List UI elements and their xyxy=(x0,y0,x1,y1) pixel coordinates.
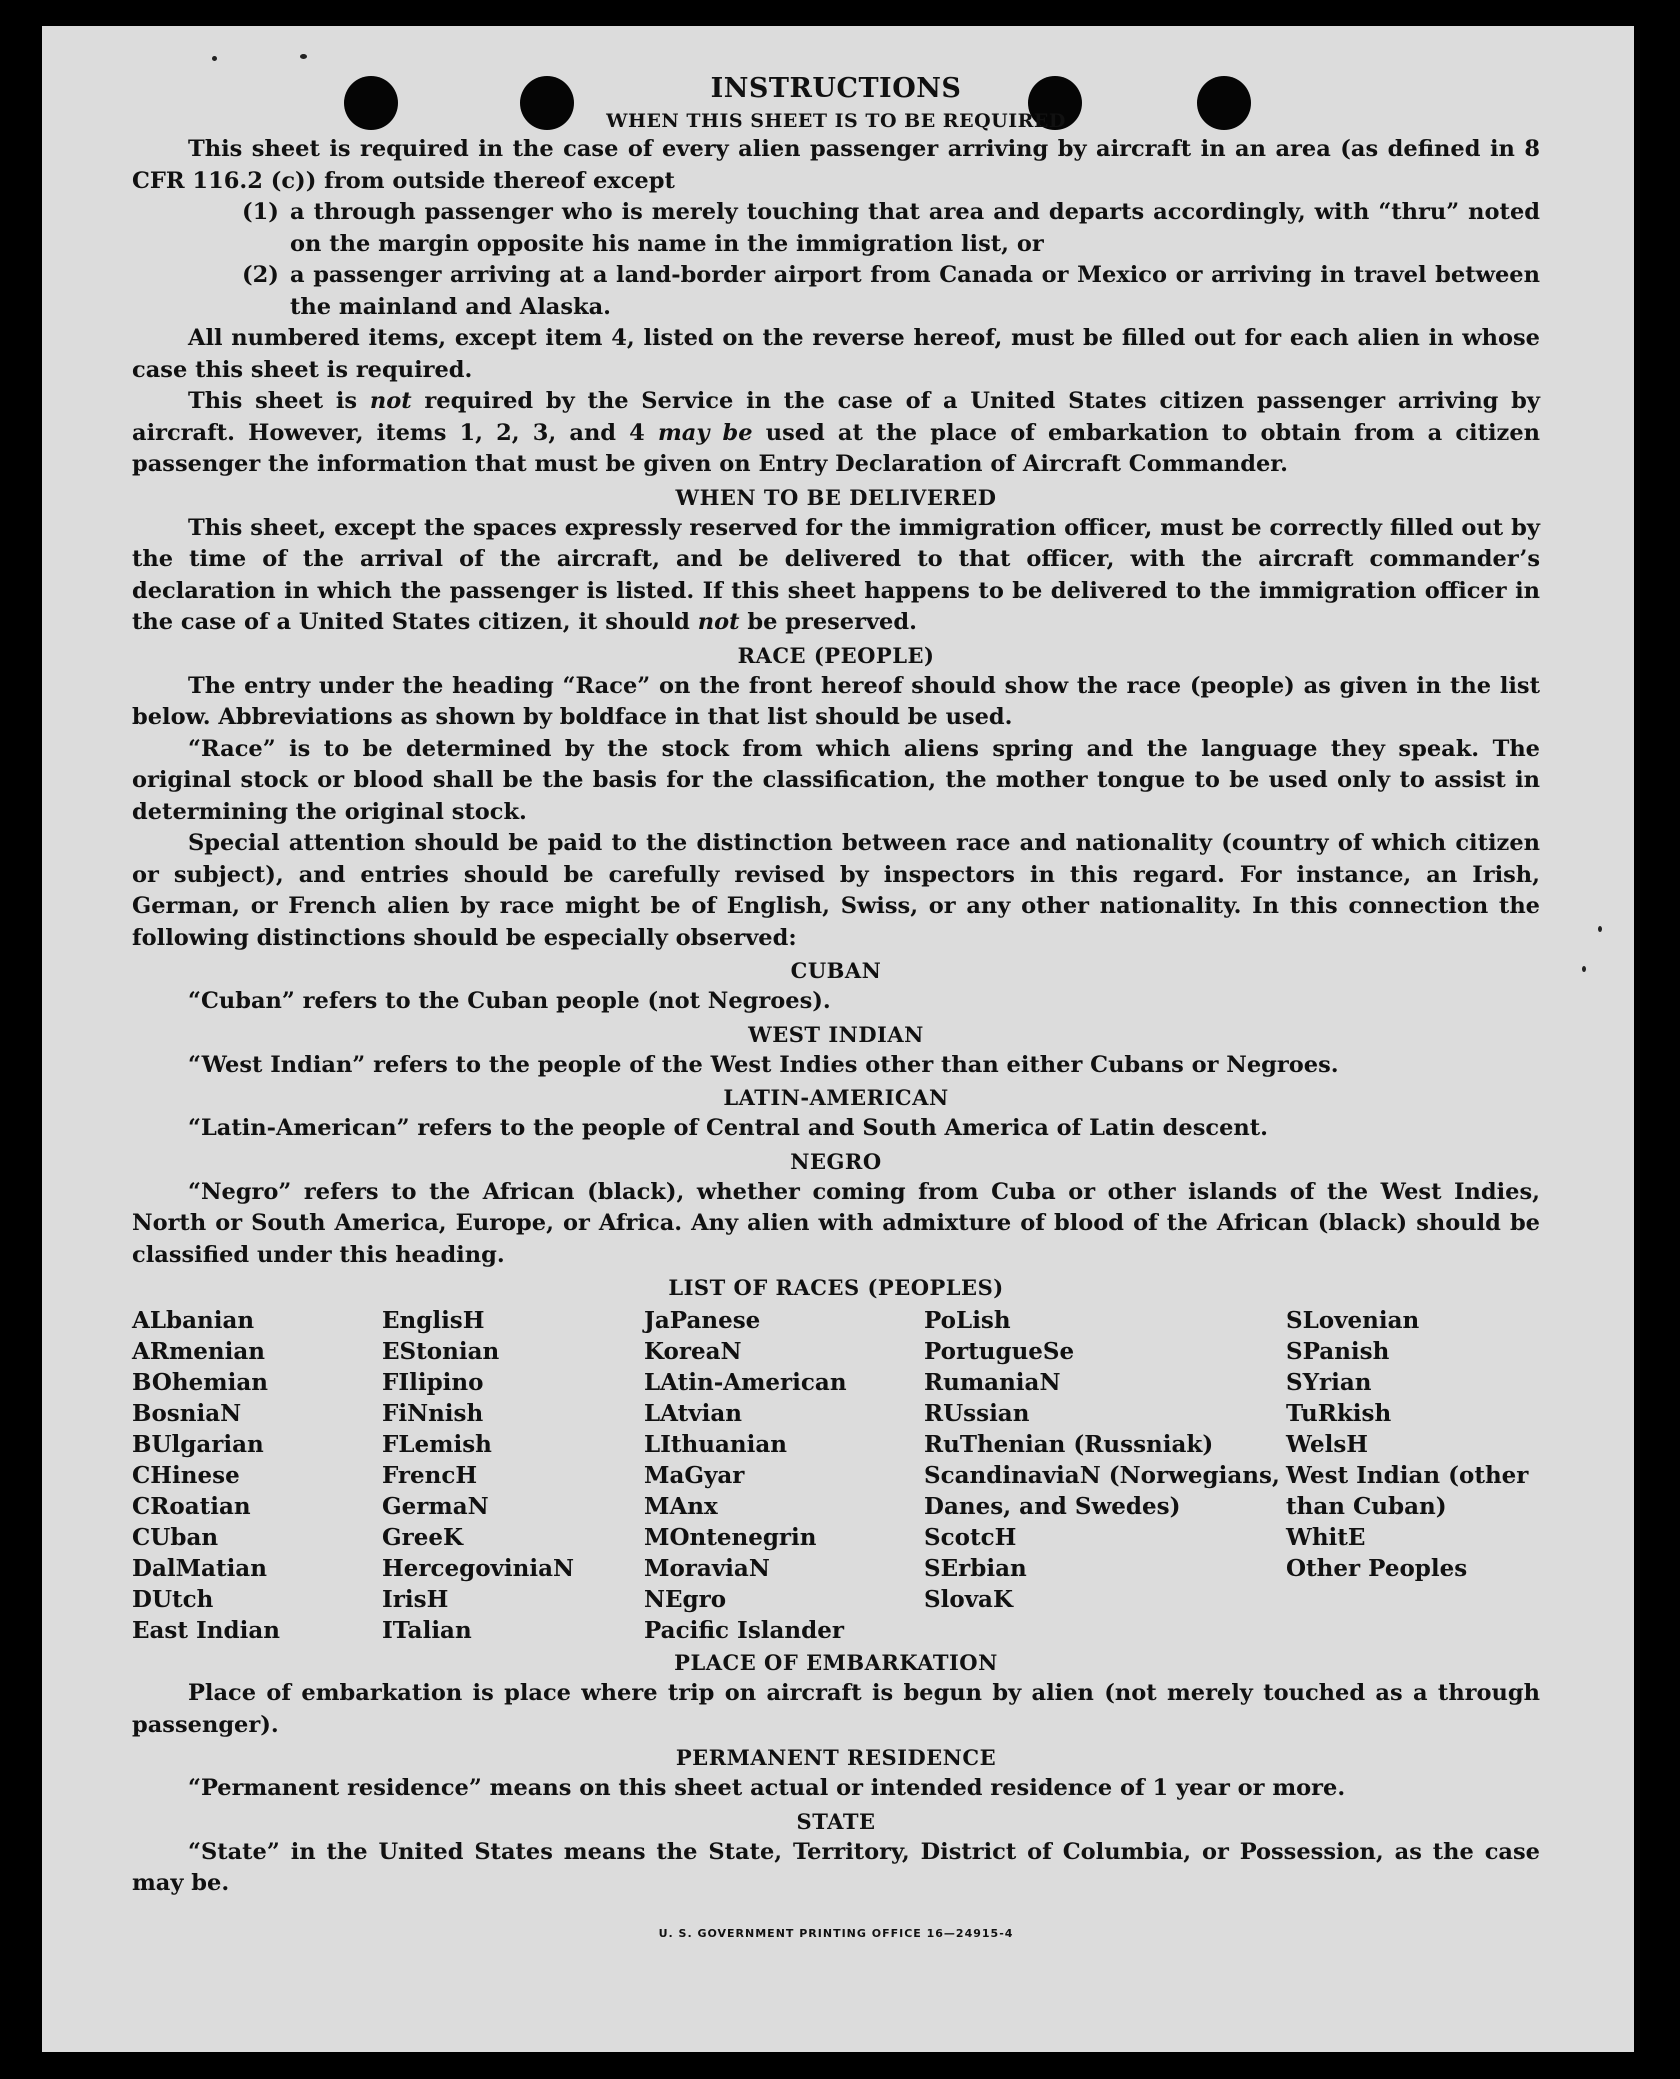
race-entry: FrencH xyxy=(382,1462,478,1489)
heading-race: RACE (PEOPLE) xyxy=(737,642,935,668)
instructions-content xyxy=(132,70,1540,1949)
race-entry: PoLish xyxy=(924,1307,1011,1334)
exception-item-1 xyxy=(242,197,1540,260)
race-entry: PortugueSe xyxy=(924,1338,1075,1365)
race-entry: Other Peoples xyxy=(1286,1555,1468,1582)
race-entry: BosniaN xyxy=(132,1400,242,1427)
race-entry: CUban xyxy=(132,1524,219,1551)
race-entry: EStonian xyxy=(382,1338,500,1365)
race-entry: RumaniaN xyxy=(924,1369,1061,1396)
race-entry: FiNnish xyxy=(382,1400,484,1427)
race-entry: ITalian xyxy=(382,1617,472,1644)
race-entry: EnglisH xyxy=(382,1307,485,1334)
exception-text: a through passenger who is merely touching that area and departs accordingly, with “thru” noted on the margin opposite his name in the immigration list, or xyxy=(290,199,1540,257)
race-entry: CRoatian xyxy=(132,1493,251,1520)
delivered-emphasis: not xyxy=(697,609,740,635)
race-entry: DalMatian xyxy=(132,1555,267,1582)
race-entry: CHinese xyxy=(132,1462,240,1489)
heading-west-indian: WEST INDIAN xyxy=(748,1021,924,1047)
race-entry: LAtvian xyxy=(644,1400,742,1427)
when-required-intro: This sheet is required in the case of every alien passenger arriving by aircraft in an area (as defined in 8 CFR 116.2 (c)) from outside thereof except xyxy=(132,136,1540,194)
races-column-3 xyxy=(644,1305,924,1646)
speck xyxy=(1582,966,1586,972)
race-entry: LAtin-American xyxy=(644,1369,847,1396)
heading-state: STATE xyxy=(796,1808,876,1834)
document-sheet xyxy=(42,26,1634,2052)
race-entry: East Indian xyxy=(132,1617,280,1644)
race-entry: ARmenian xyxy=(132,1338,266,1365)
heading-negro: NEGRO xyxy=(790,1148,882,1174)
page-title: INSTRUCTIONS xyxy=(710,73,962,104)
speck xyxy=(212,56,217,61)
heading-permanent-residence: PERMANENT RESIDENCE xyxy=(675,1745,997,1770)
race-entry: SYrian xyxy=(1286,1369,1372,1396)
speck xyxy=(1598,926,1602,932)
race-entry: LIthuanian xyxy=(644,1431,787,1458)
delivered-text: be preserved. xyxy=(739,609,917,635)
state-definition: “State” in the United States means the State, Territory, District of Columbia, or Possession, as the case may be. xyxy=(132,1838,1540,1896)
numbered-items-paragraph: All numbered items, except item 4, listed on the reverse hereof, must be filled out for each alien in whose case this sheet is required. xyxy=(132,325,1540,383)
race-entry: West Indian (other than Cuban) xyxy=(1286,1462,1529,1520)
race-entry: JaPanese xyxy=(644,1307,761,1334)
citizen-text: used at the place of embarkation to obtain from a citizen passenger the information that must be given on Entry Declaration of Aircraft Commander. xyxy=(132,419,1541,477)
exception-item-2 xyxy=(242,260,1540,323)
race-entry: GreeK xyxy=(382,1524,464,1551)
race-entry: IrisH xyxy=(382,1586,449,1613)
citizen-paragraph xyxy=(132,386,1540,481)
heading-when-delivered: WHEN TO BE DELIVERED xyxy=(675,484,997,510)
permanent-residence-definition: “Permanent residence” means on this sheet actual or intended residence of 1 year or more. xyxy=(188,1775,1346,1801)
heading-place-of-embarkation: PLACE OF EMBARKATION xyxy=(674,1650,998,1675)
heading-list-of-races: LIST OF RACES (PEOPLES) xyxy=(668,1275,1004,1300)
race-entry: MAnx xyxy=(644,1493,718,1520)
race-entry: WhitE xyxy=(1286,1524,1366,1551)
citizen-emphasis: not xyxy=(369,388,412,414)
citizen-emphasis: may be xyxy=(657,419,753,446)
race-entry: FLemish xyxy=(382,1431,492,1458)
race-entry: RUssian xyxy=(924,1400,1030,1427)
negro-definition: “Negro” refers to the African (black), whether coming from Cuba or other islands of the West Indies, North or South America, Europe, or Africa. Any alien with admixture of blood of the African (black) should be classified under this heading. xyxy=(132,1178,1540,1268)
races-column-1 xyxy=(132,1305,382,1646)
race-entry: BUlgarian xyxy=(132,1431,264,1458)
west-indian-definition: “West Indian” refers to the people of the West Indies other than either Cubans or Negroes. xyxy=(188,1051,1339,1078)
printing-office-footer: U. S. GOVERNMENT PRINTING OFFICE 16—24915-4 xyxy=(658,1926,1014,1940)
race-entry: SLovenian xyxy=(1286,1307,1420,1334)
latin-american-definition: “Latin-American” refers to the people of Central and South America of Latin descent. xyxy=(188,1115,1268,1141)
race-entry: BOhemian xyxy=(132,1369,268,1396)
races-column-4 xyxy=(924,1305,1286,1646)
exception-number: (2) xyxy=(242,262,279,288)
race-entry: TuRkish xyxy=(1286,1400,1392,1427)
when-delivered-paragraph xyxy=(132,513,1540,639)
race-entry: HercegoviniaN xyxy=(382,1555,575,1582)
race-entry: FIlipino xyxy=(382,1369,484,1396)
race-entry: RuThenian (Russniak) xyxy=(924,1431,1214,1458)
race-entry: GermaN xyxy=(382,1493,489,1520)
race-entry: ScandinaviaN (Norwegians, Danes, and Swedes) xyxy=(924,1462,1280,1520)
race-entry: KoreaN xyxy=(644,1338,742,1365)
exception-number: (1) xyxy=(242,199,279,225)
race-entry: ScotcH xyxy=(924,1524,1017,1551)
heading-cuban: CUBAN xyxy=(790,958,882,983)
races-list xyxy=(132,1305,1540,1646)
race-entry: MOntenegrin xyxy=(644,1524,817,1551)
race-entry: SPanish xyxy=(1286,1338,1390,1365)
citizen-text: This sheet is xyxy=(188,388,370,414)
race-entry: Pacific Islander xyxy=(644,1617,844,1644)
cuban-definition: “Cuban” refers to the Cuban people (not Negroes). xyxy=(188,988,831,1014)
citizen-text: required by the Service in the case of a United States citizen passenger arriving by aircraft. However, items 1, 2, 3, and 4 xyxy=(132,388,1540,446)
place-of-embarkation-definition: Place of embarkation is place where trip on aircraft is begun by alien (not merely touched as a through passenger). xyxy=(132,1680,1540,1738)
exception-text: a passenger arriving at a land-border airport from Canada or Mexico or arriving in travel between the mainland and Alaska. xyxy=(290,262,1540,320)
race-entry: WelsH xyxy=(1286,1431,1369,1458)
race-entry: DUtch xyxy=(132,1586,214,1613)
race-paragraph-1: The entry under the heading “Race” on the front hereof should show the race (people) as given in the list below. Abbreviations as shown by boldface in that list should be used. xyxy=(132,672,1540,730)
races-column-5 xyxy=(1286,1305,1540,1646)
race-entry: NEgro xyxy=(644,1586,727,1613)
heading-latin-american: LATIN-AMERICAN xyxy=(723,1085,949,1110)
race-entry: MaGyar xyxy=(644,1462,745,1489)
race-paragraph-2: “Race” is to be determined by the stock from which aliens spring and the language they speak. The original stock or blood shall be the basis for the classification, the mother tongue to be used only to assist in determining the original stock. xyxy=(132,735,1540,825)
delivered-text: This sheet, except the spaces expressly reserved for the immigration officer, must be correctly filled out by the time of the arrival of the aircraft, and be delivered to that officer, with the aircraft commander’s declaration in which the passenger is listed. If this sheet happens to be delivered to the immigration officer in the case of a United States citizen, it should xyxy=(132,514,1540,635)
race-entry: ALbanian xyxy=(132,1307,255,1334)
races-column-2 xyxy=(382,1305,644,1646)
heading-when-required: WHEN THIS SHEET IS TO BE REQUIRED xyxy=(606,110,1066,132)
race-paragraph-3: Special attention should be paid to the distinction between race and nationality (country of which citizen or subject), and entries should be carefully revised by inspectors in this regard. For instance, an Irish, German, or French alien by race might be of English, Swiss, or any other nationality. In this connection the following distinctions should be especially observed: xyxy=(132,830,1540,951)
speck xyxy=(300,54,307,59)
race-entry: SErbian xyxy=(924,1555,1027,1582)
race-entry: MoraviaN xyxy=(644,1555,770,1582)
race-entry: SlovaK xyxy=(924,1586,1013,1613)
